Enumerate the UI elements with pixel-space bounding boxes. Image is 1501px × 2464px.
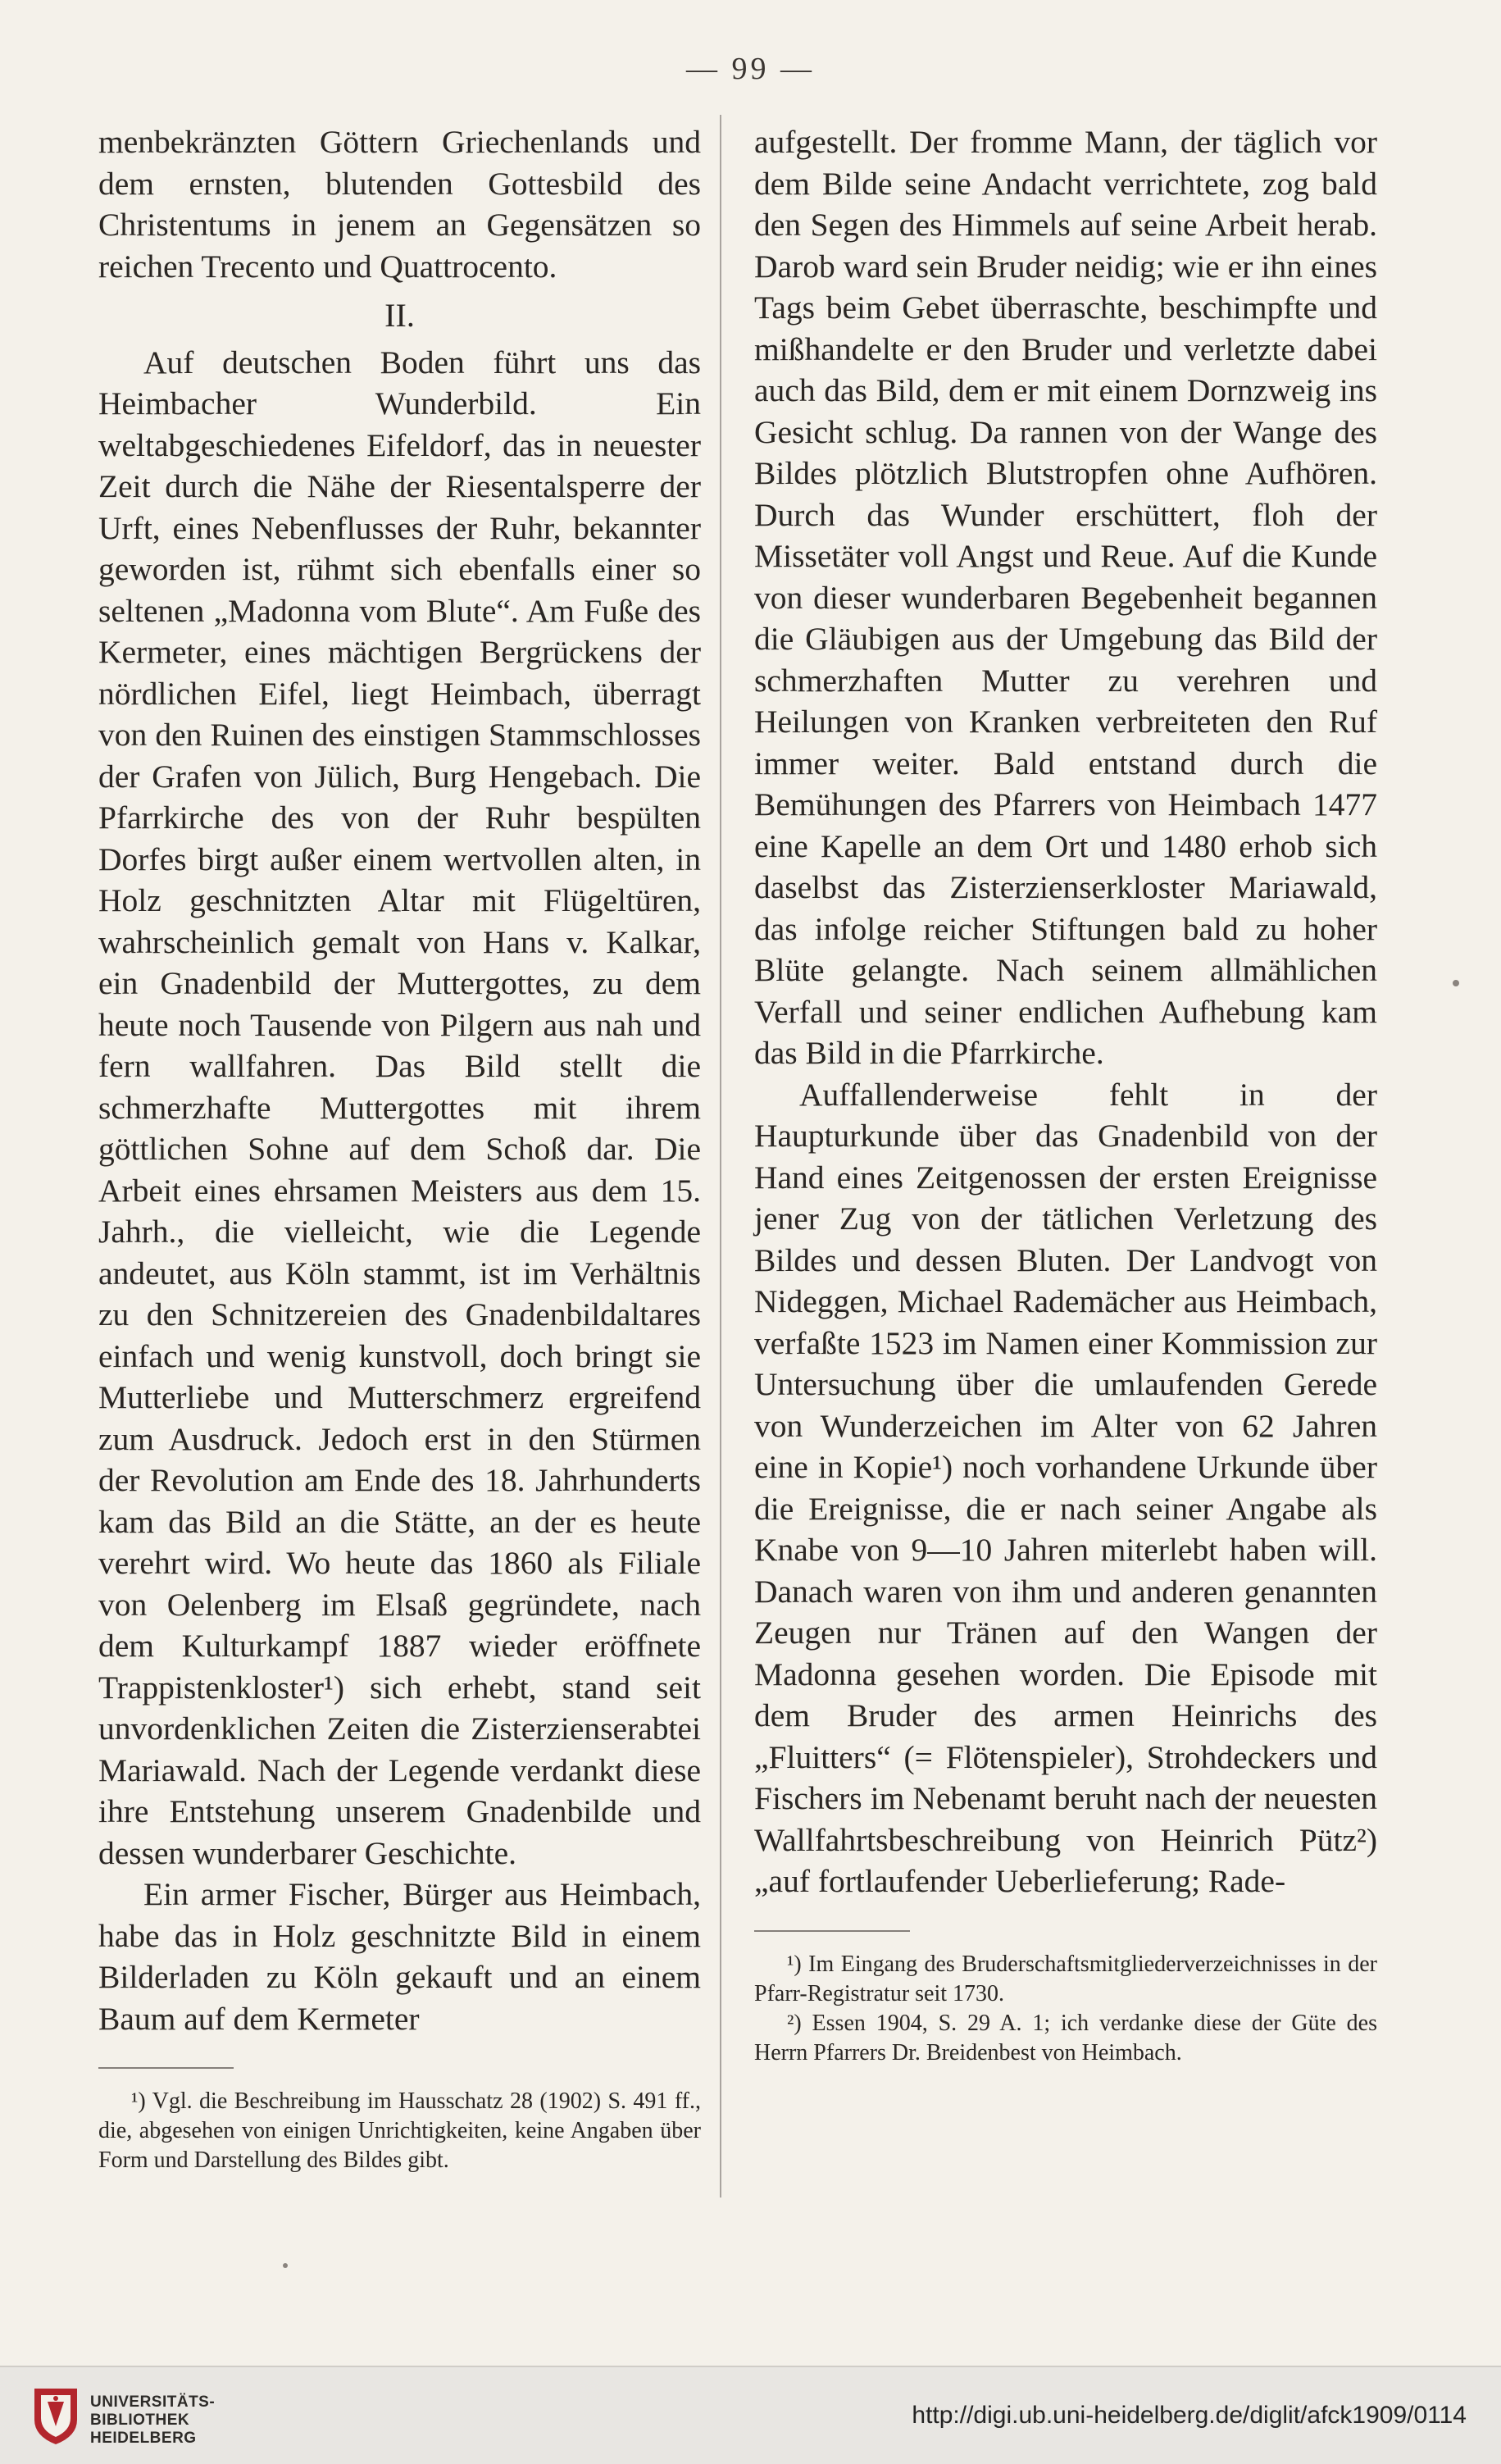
library-line-1: UNIVERSITÄTS- (90, 2393, 216, 2411)
digitization-footer (0, 2366, 1501, 2464)
library-name (90, 2393, 215, 2448)
column-divider (720, 115, 721, 2198)
permalink-url[interactable]: http://digi.ub.uni-heidelberg.de/diglit/afck1909/0114 (912, 2402, 1467, 2429)
footnote-left-1: ¹) Vgl. die Beschreibung im Hausschatz 28 (1902) S. 491 ff., die, abgesehen von einigen Unrichtigkeiten, keine Angaben über Form und Darstellung des Bildes gibt. (98, 2088, 701, 2173)
section-heading: II. (384, 297, 415, 334)
right-paragraph-2: Auffallenderweise fehlt in der Haupturkunde über das Gnadenbild von der Hand eines Zeitgenossen der ersten Ereignisse jener Zug von der tätlichen Verletzung des Bildes und dessen Bluten. Der Landvogt von Nideggen, Michael Rademächer aus Heimbach, verfaßte 1523 im Namen einer Kommission zur Untersuchung über die umlaufenden Gerede von Wunderzeichen im Alter von 62 Jahren eine in Kopie¹) noch vorhandene Urkunde über die Ereignisse, die er nach seiner Angabe als Knabe von 9—10 Jahren miterlebt haben will. Danach waren von ihm und anderen genannten Zeugen nur Tränen auf den Wangen der Madonna gesehen worden. Die Episode mit dem Bruder des armen Heinrichs des „Fluitters“ (= Flötenspieler), Strohdeckers und Fischers im Nebenamt beruht nach der neuesten Wallfahrtsbeschreibung von Heinrich Pütz²) „auf fortlaufender Ueberlieferung; Rade- (754, 1076, 1377, 1899)
right-column (754, 121, 1377, 2068)
left-paragraph-2: Auf deutschen Boden führt uns das Heimbacher Wunderbild. Ein weltabgeschiedenes Eifeldorf, das in neuester Zeit durch die Nähe der Riesentalsperre der Urft, eines Nebenflusses der Ruhr, bekannter geworden ist, rühmt sich ebenfalls einer so seltenen „Madonna vom Blute“. Am Fuße des Kermeter, eines mächtigen Bergrückens der nördlichen Eifel, liegt Heimbach, überragt von den Ruinen des einstigen Stammschlosses der Grafen von Jülich, Burg Hengebach. Die Pfarrkirche des von der Ruhr bespülten Dorfes birgt außer einem wertvollen alten, in Holz geschnitzten Altar mit Flügeltüren, wahrscheinlich gemalt von Hans v. Kalkar, ein Gnadenbild der Muttergottes, zu dem heute noch Tausende von Pilgern aus nah und fern wallfahren. Das Bild stellt die schmerzhafte Muttergottes mit ihrem göttlichen Sohne auf dem Schoß dar. Die Arbeit eines ehrsamen Meisters aus dem 15. Jahrh., die vielleicht, wie die Legende andeutet, aus Köln stammt, ist im Verhältnis zu den Schnitzereien des Gnadenbildaltares einfach und wenig kunstvoll, doch bringt sie Mutterliebe und Mutterschmerz ergreifend zum Ausdruck. Jedoch erst in den Stürmen der Revolution am Ende des 18. Jahrhunderts kam das Bild an die Stätte, an der es heute verehrt wird. Wo heute das 1860 als Filiale von Oelenberg im Elsaß gegründete, nach dem Kulturkampf 1887 wieder eröffnete Trappistenkloster¹) sich erhebt, stand seit unvordenklichen Zeiten die Zisterzienserabtei Mariawald. Nach der Legende verdankt diese ihre Entstehung unserem Gnadenbilde und dessen wunderbarer Geschichte. (98, 344, 701, 1871)
left-paragraph-1: menbekränzten Göttern Griechenlands und dem ernsten, blutenden Gottesbild des Christentums in jenem an Gegensätzen so reichen Trecento und Quattrocento. (98, 124, 701, 285)
left-paragraph-3: Ein armer Fischer, Bürger aus Heimbach, habe das in Holz geschnitzte Bild in einem Bilderladen zu Köln gekauft und an einem Baum auf dem Kermeter (98, 1876, 701, 2037)
heidelberg-university-seal-icon (31, 2385, 80, 2446)
right-paragraph-1: aufgestellt. Der fromme Mann, der täglich vor dem Bilde seine Andacht verrichtete, zog bald den Segen des Himmels auf seine Arbeit herab. Darob ward sein Bruder neidig; wie er ihn eines Tags beim Gebet überraschte, beschimpfte und mißhandelte er den Bruder und verletzte dabei auch das Bild, dem er mit einem Dornzweig ins Gesicht schlug. Da rannen von der Wange des Bildes plötzlich Blutstropfen ohne Aufhören. Durch das Wunder erschüttert, floh der Missetäter voll Angst und Reue. Auf die Kunde von dieser wunderbaren Begebenheit begannen die Gläubigen aus der Umgebung das Bild der schmerzhaften Mutter zu verehren und Heilungen von Kranken verbreiteten den Ruf immer weiter. Bald entstand durch die Bemühungen des Pfarrers von Heimbach 1477 eine Kapelle an dem Ort und 1480 erhob sich daselbst das Zisterzienserkloster Mariawald, das infolge reicher Stiftungen bald zu hoher Blüte gelangte. Nach seinem allmählichen Verfall und seiner endlichen Aufhebung kam das Bild in die Pfarrkirche. (754, 124, 1377, 1071)
library-line-3: HEIDELBERG (90, 2430, 197, 2447)
footnote-right-1: ¹) Im Eingang des Bruderschaftsmitgliederverzeichnisses in der Pfarr-Registratur seit 1730. (754, 1951, 1377, 2006)
library-line-2: BIBLIOTHEK (90, 2412, 190, 2429)
scan-speck (283, 2263, 288, 2268)
scan-speck (1453, 980, 1459, 986)
left-footnote-rule (98, 2067, 234, 2069)
left-footnotes (98, 2087, 701, 2175)
footnote-right-2: ²) Essen 1904, S. 29 A. 1; ich verdanke diese der Güte des Herrn Pfarrers Dr. Breidenbest von Heimbach. (754, 2010, 1377, 2065)
right-footnotes (754, 1950, 1377, 2068)
page-number: — 99 — (686, 52, 815, 86)
left-column (98, 121, 701, 2175)
right-footnote-rule (754, 1930, 910, 1932)
